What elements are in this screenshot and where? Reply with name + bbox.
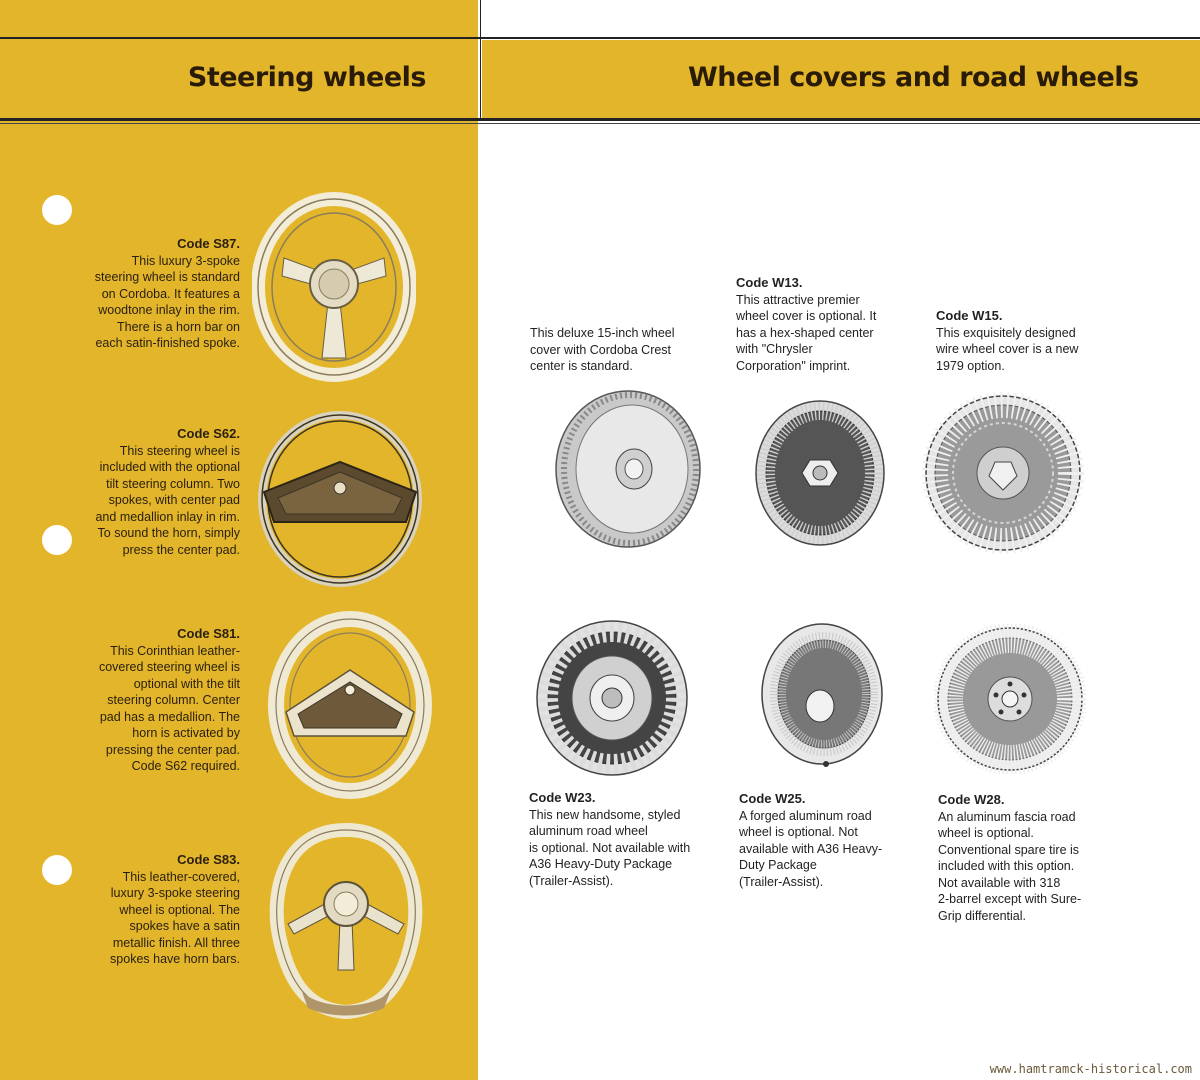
steering-s81-code: Code S81. — [177, 626, 240, 641]
wheel-covers-heading: Wheel covers and road wheels — [688, 62, 1139, 93]
steering-s62-text: This steering wheel is included with the optional tilt steering column. Two spokes, with center pad and medallion inlay in rim. To sound the horn, simply press the center pad. — [95, 443, 240, 557]
wheel-cover-w15-image — [922, 392, 1084, 554]
wheel-cover-w13-image — [752, 398, 888, 548]
heading-rule-thin — [0, 123, 1200, 124]
source-watermark: www.hamtramck-historical.com — [989, 1062, 1192, 1076]
steering-s81-description — [50, 626, 240, 775]
road-wheel-w25-image — [758, 622, 886, 772]
steering-wheel-s87-image — [252, 192, 416, 382]
wheel-cover-w15-code: Code W15. — [936, 308, 1003, 323]
wheel-cover-w15-description — [936, 308, 1116, 374]
column-divider — [478, 0, 482, 1080]
road-wheel-w23-text: This new handsome, styled aluminum road wheel is optional. Not available with A36 Heavy-Duty Package (Trailer-Assist). — [529, 807, 691, 888]
road-wheel-w23-description — [529, 790, 709, 889]
road-wheel-w28-description — [938, 792, 1118, 924]
steering-wheel-s83-image — [262, 820, 430, 1020]
wheel-cover-standard-image — [550, 388, 702, 550]
heading-divider — [480, 0, 481, 120]
steering-s83-description — [50, 852, 240, 968]
road-wheel-w25-code: Code W25. — [739, 791, 806, 806]
steering-s62-description — [50, 426, 240, 558]
top-rule — [0, 37, 1200, 39]
steering-s62-code: Code S62. — [177, 426, 240, 441]
steering-s87-text: This luxury 3-spoke steering wheel is standard on Cordoba. It features a woodtone inlay in the rim. There is a horn bar on each satin-finished spoke. — [94, 253, 240, 350]
road-wheel-w25-description — [739, 791, 919, 890]
wheel-cover-w13-code: Code W13. — [736, 275, 803, 290]
road-wheel-w23-code: Code W23. — [529, 790, 596, 805]
road-wheel-w25-text: A forged aluminum road wheel is optional. Not available with A36 Heavy- Duty Package (Trailer-Assist). — [739, 808, 883, 889]
road-wheel-w28-image — [934, 624, 1086, 774]
steering-s81-text: This Corinthian leather- covered steering wheel is optional with the tilt steering column. Center pad has a medallion. The horn is activated by pressing the center pad. Code S62 required. — [98, 643, 240, 773]
steering-s83-text: This leather-covered, luxury 3-spoke steering wheel is optional. The spokes have a satin metallic finish. All three spokes have horn bars. — [110, 869, 240, 966]
wheel-cover-w15-text: This exquisitely designed wire wheel cover is a new 1979 option. — [936, 325, 1079, 373]
steering-wheels-heading: Steering wheels — [187, 62, 426, 93]
binder-hole-top — [42, 195, 72, 225]
road-wheel-w28-text: An aluminum fascia road wheel is optional. Conventional spare tire is included with this option. Not available with 318 2-barrel except with Sure- Grip differential. — [938, 809, 1082, 923]
steering-wheel-s81-image — [268, 610, 432, 800]
road-wheel-w23-image — [533, 618, 691, 778]
steering-wheel-s62-image — [256, 410, 424, 588]
heading-rule — [0, 118, 1200, 121]
wheel-cover-standard-text: This deluxe 15-inch wheel cover with Cordoba Crest center is standard. — [530, 326, 675, 373]
steering-s83-code: Code S83. — [177, 852, 240, 867]
wheel-cover-standard-description — [530, 325, 710, 375]
steering-s87-code: Code S87. — [177, 236, 240, 251]
steering-s87-description — [50, 236, 240, 352]
wheel-cover-w13-text: This attractive premier wheel cover is optional. It has a hex-shaped center with "Chrysler Corporation" imprint. — [736, 292, 877, 373]
road-wheel-w28-code: Code W28. — [938, 792, 1005, 807]
wheel-cover-w13-description — [736, 275, 916, 374]
